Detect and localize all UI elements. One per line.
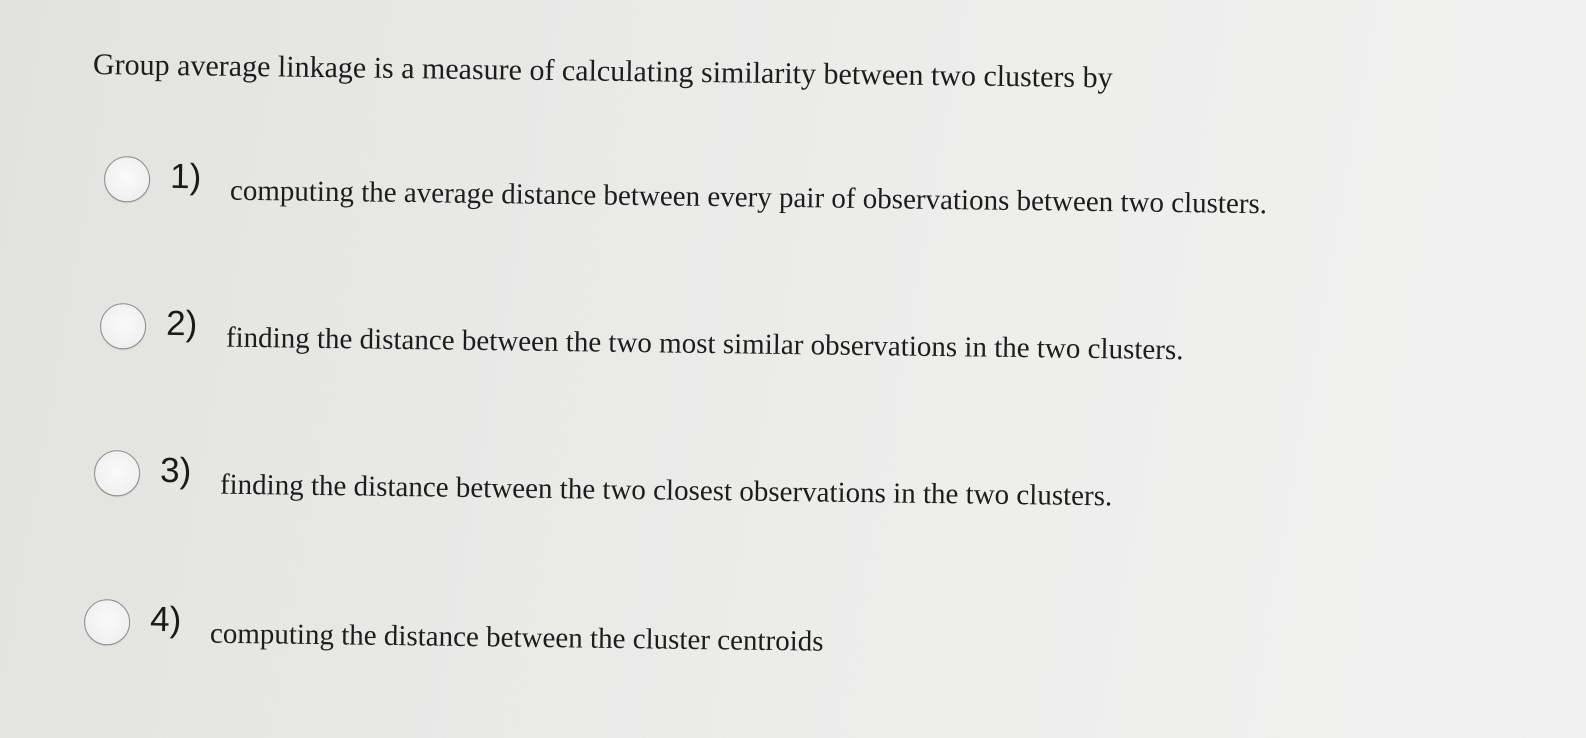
option-text-2: finding the distance between the two most similar observations in the two clusters. [225,321,1184,367]
option-number-3: 3) [159,450,192,491]
option-number-2: 2) [165,303,198,344]
option-text-1: computing the average distance between every pair of observations between two clusters. [229,174,1268,221]
radio-button-1[interactable] [104,156,151,203]
question-text: Group average linkage is a measure of calculating similarity between two clusters by [92,48,1113,95]
answer-option-1[interactable] [104,156,1435,233]
option-number-1: 1) [169,156,202,197]
radio-button-4[interactable] [84,599,131,646]
answer-option-2[interactable] [100,303,1331,379]
answer-option-3[interactable] [94,450,1265,525]
answer-option-4[interactable] [84,599,925,670]
option-number-4: 4) [149,599,182,640]
option-text-3: finding the distance between the two closest observations in the two clusters. [219,468,1113,513]
option-text-4: computing the distance between the cluster centroids [209,617,824,658]
radio-button-3[interactable] [94,450,141,497]
radio-button-2[interactable] [100,303,147,350]
